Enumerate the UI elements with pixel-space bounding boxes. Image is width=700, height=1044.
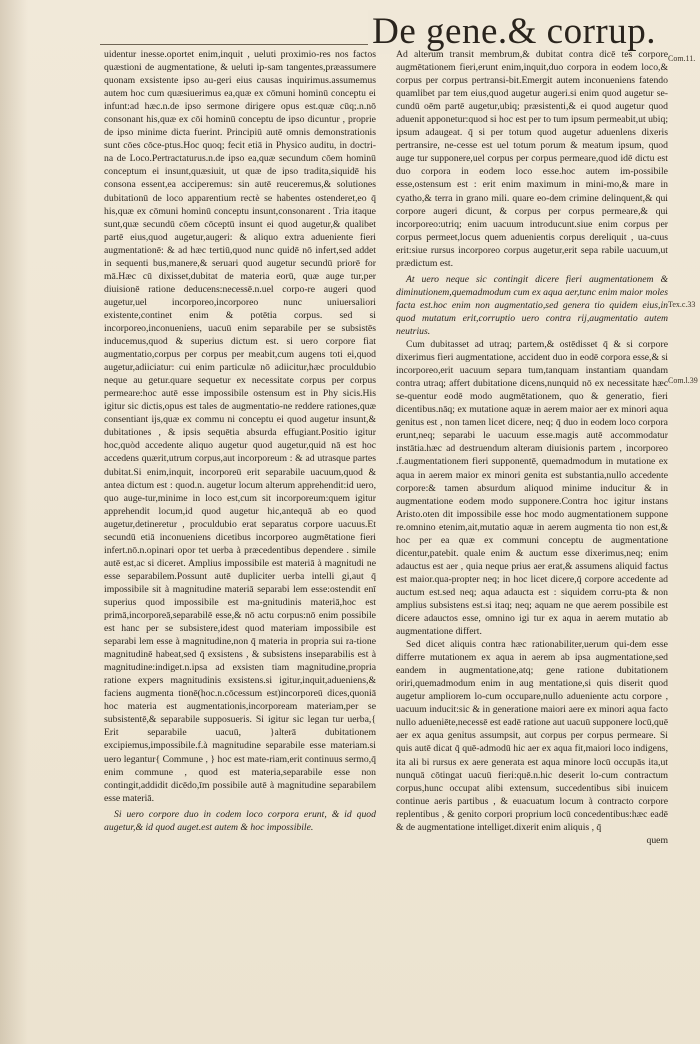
commentary-paragraph: Sed dicet aliquis contra hæc rationabiliter,uerum qui-dem esse differre mutationem ex aqua in aerem ab ipsa augmentatione,sed eandem in augmentatione,atq; gene ratione dubitationem oriri,quemadmodum enim in aug mentatione,si quis diserit quod augetur ampliorem lo-cum occupare,nullo adueniente actu corpore , uacuum inducit:sic & in generatione maiori aere ex minori aqua facto nullo adueniēte,necessē est eadē ratione aut uacuū supponere locū,quē aer ex aqua genitus assumpsit, aut corpus per corpus permeare. Si quis autē dicat q̄ quē-admodū hic aer ex aqua fit,maiori loco indigens, ita ali bi rursus ex aere generata est aqua minore locū occupās ita,ut nunquā cōtingat uacuū fieri:quē.n.hic deserit lo-cum contractum corpus,hunc occupat alibi extensum, succedentibus sibi inuicem continue aeris partibus , & euacuatum locum à contracto corpore replentibus , & genito corpori proprium locū concedentibus:hæc eadē & de augmentatione intelliget.dixerit enim aliquis , q̄ bbox=[396, 639, 668, 833]
margin-note: Com.11. bbox=[668, 54, 696, 63]
page-gutter-shadow bbox=[0, 0, 28, 1044]
left-column bbox=[104, 48, 376, 834]
running-title: De gene.& corrup. bbox=[368, 10, 660, 54]
catchword: quem bbox=[646, 834, 668, 846]
commentary-paragraph: Cum dubitasset ad utraq; partem,& ostēdisset q̄ & si corpore dixerimus fieri augmentatione, accident duo in eodē corpora esse,& si incorporeo,erit uacuum separa tum,tanquam instantiam quandam contra utraq; affert dubitatione dicens,nunquid nō ex necessitate hæc se-quentur eodē modo augmētationem, quo & generatio, fieri dicentibus.nāq; ex mutatione aquæ in aerem maior aer ex minori aqua genitus est , non tamen licet dicere, neq; q̄ duo in eodem loco corpora erunt,neq; separabi le uacuum esse.magis autē accommodatur instātia.hæc ad destruendum alteram diuisionis partem , incorporeo .f.augmentationem fieri supponentē, quemadmodum in mutatione ex aqua in aerem maior ex minori genita est substantia,nullo accedente corpore:& tamen absurdum aliquod minime inducitur & in augmentatione eodem modo supponere.Contra hoc igitur instans Aristo.oten dit impossibile esse hoc modo augmentationem suppone re.omnino etenim,ait,mutatio aquæ in aerem augmenta tio non est,& hoc per ea quæ ex communi conceptu de augmentatione dicentur,patebit. quale enim & auctum esse dixerimus,neq; enim adauctus est aer , quia neque prius aer erat,& assumens aliquid factus est maior.qua-propter neq; in hoc licet dicere,q̄ corpore accedente ad auctum est.sed neq; aqua adaucta est : siquidem corru-pta & non amplius subsistens est.si itaq; neq; aquam ne que aerem possibile est dicere adauctos esse, omnino igi tur ex aqua in aerem mutatio ab augmentatione differt. bbox=[396, 339, 668, 638]
margin-note: Com.l.39 bbox=[668, 376, 698, 385]
right-column bbox=[396, 48, 668, 847]
commentary-paragraph: Ad alterum transit membrum,& dubitat contra dicē tes corpore augmētationem fieri,erunt enim,inquit,duo corpora in eodem loco,& corpus per corpus pertransi-bit.Emergit autem inconueniens fatendo quamlibet par tem eius,quod augetur augeri.si enim quod augetur se-cundū oēm partē augetur,ubiq; præsistenti,& ei quod augetur quod aduenit apponetur:quod si hoc est per to tum ipsum permeabit,ut ubiq; ipsum adaugeat. q̄ si per totum quod augetur aduenlens dixeris pertransire, ne-cesse est uel totum porum & meatum ipsum, quod auge tur supponere,uel corpus per corpus permeare,quod idē dictu est duo corpora in eodem loco esse.hoc autem im-possibile esse,ostensum est : erit enim maximum in mini-mo,& mare in cyatho,& terra in grano mili. quare eo-dem crimine delinquent,& qui corpore augeri dicunt, & corpus per corpus permeare,& qui incorporeo:utriq; enim uacuum introducunt.siue enim corpus per corpus permeet,locus quem aduenientis corpus dereliquit , ua-cuus erit:siue rursus incorporeo corpus augetur,erit sepa rabile uacuum,ut prædictum est. bbox=[396, 49, 669, 269]
lemma-text: At uero neque sic contingit dicere fieri augmentationem & diminutionem,quemadmodum cum ex aqua aer,tunc enim maior moles facta est.hoc enim non augmentatio,sed genera tio quidem eius,in quod mutatum erit,corruptio uero contra rij,augmentatio autem neutrius. bbox=[396, 273, 668, 337]
lemma-text: Si uero corpore duo in codem loco corpora erunt, & id quod augetur,& id quod auget.est autem & hoc impossibile. bbox=[104, 808, 376, 833]
commentary-paragraph: uidentur inesse.oportet enim,inquit , ueluti proximio-res nos factos quæstioni de augmentatione, & ueluti ip-sam tangentes,præassumere quonam exsistente ipso au-geri eius causas inquirimus.assumemus autem hoc cum quæsiuerimus ea,quæ ex cōmuni hominū conceptu ei infunt:ad hæc.n.de ipso sermone dirigere opus est.quæ cūq;.n.nō consonant his,quæ ex cōi hominū conceptu de ipso dicuntur , proprie de ipso minime dicta fuerint. Principiū autē omnis demonstrationis sunt cōes cōce-ptus.Hoc quoq; fecit etiā in Physico auditu, in doctri-na de Loco.Pertractaturus.n.de ipso ea,quæ secundum cōem hominū conceptum ei insunt,quæsiuit, ut quæ de ipso tradita,siquidē his consona essent,ea acciperemus: sin autē reuceremus,& solutiones dubitationū de loco apparentium rectè se habentes ostenderet,eo q̄ his,quæ ex cōmuni hominū conceptu insunt,consonarent . Tria itaque sunt,quæ secundū cōem cōceptū insunt ei quod augetur,& qualibet partē eius,quod augetur,augeri: & aliquo extra adueniente fieri augmentationē: & ad hæc tertiū,quod nunc quidē nō infert,sed addet in sequenti bus,manere,& seruari quod augetur secundū priorē for mā.Hæc cū dixisset,dubitat de materia eorū, quæ auge tur,per diuisionē ratione deducens:necessē.n.uel corpo-re augeri quod augetur,uel incorporeo,incorporeo nunc uniuersaliori existente,continet enim & potētia corpus. sed si incorporeo,inconueniens, uacuū enim separabile per se subsistēs inducemus,quod & superius dictum est. si uero corpore fiat augmentatio,corpus per corpus per meabit,cum augens toti ei,quod augetur,adiiciatur: cui enim particulæ nō adiicitur,hæc proculdubio neque au getur.quare sequetur ex necessitate corpus per corpus permeare:hoc autē esse impossibile ostensum est in Phy sicis.His igitur sic dictis,opus est tales de augmentatio-ne reddere rationes,quæ consentiant ijs,quæ ex commu ni conceptu ei quod augetur insunt,& dubitationes , & ipsis sequētia absurda effugiant.Positio igitur hoc,quòd accedente aliquo augetur quod augetur,quid nā est hoc accedens quærit,utrum corpus,aut incorporeum : & ad utrasque partes dubitat.Si enim,inquit, incorporeū erit separabile uacuum,quod & antea dictum est : quod.n. augetur locum alterum apprehendit:id uero, quo auge-tur,minime in loco est,cum sit incorporeum:quem igitur apprehendit locum,id quod augetur hic,antequā ab eo quod augetur,detineretur , proculdubio erat separatus corpore uacuus.Et secundū etiā inconueniens dicetibus incorporeo augmētatione fieri infert.nō.n.opinari opor tet uerba à præcedentibus dependere . simile autē est,ac si diceret. Amplius impossibile est materiā à magnitudi ne esse separabilem.Possunt autē dupliciter uerba intelli gi,aut q̄ impossibile sit à magnitudine materiā separabi lem esse:ostendit enī superius quod impossibile est ma-gnitudinis materiā,hoc est primā,incorporeā,separabilē esse,& nō actu corpus:nō enim possibile est hanc per se subsistere,idest quod materiam impossibile est separabi lem esse à magnitudine,non q̄ materia in propria sui ra-tione magnitudinē habeat,sed q̄ exsistens , & subsistens inseparabilis est à magnitudine:indiget.n.ipsa ad exsisten tiam magnitudine,propria ratione expers magnitudinis exsistens.si igitur,inquit,adueniens,& faciens augmenta tionē(hoc.n.cōcessum est)incorporeū dices,quoniā hoc materia est augmentationis,incorpoream materiam,per se subsistentē,& separabile supposueris. Si igitur sic legan tur uerba,{ Erit separabile uacuū, }alterā dubitationem excipiemus,impossibile.f.à magnitudine separabile esse materiam.si uero legantur{ Commune , } hoc est mate-riam,erit continuus sermo,q̄ enim commune , quod est materia,separabile esse non contingit,addidit dicēdo,īm possibile autē à magnitudine separabilem esse materiā. bbox=[104, 49, 376, 804]
margin-note: Tex.c.33 bbox=[668, 300, 696, 309]
text-columns bbox=[104, 48, 669, 1038]
